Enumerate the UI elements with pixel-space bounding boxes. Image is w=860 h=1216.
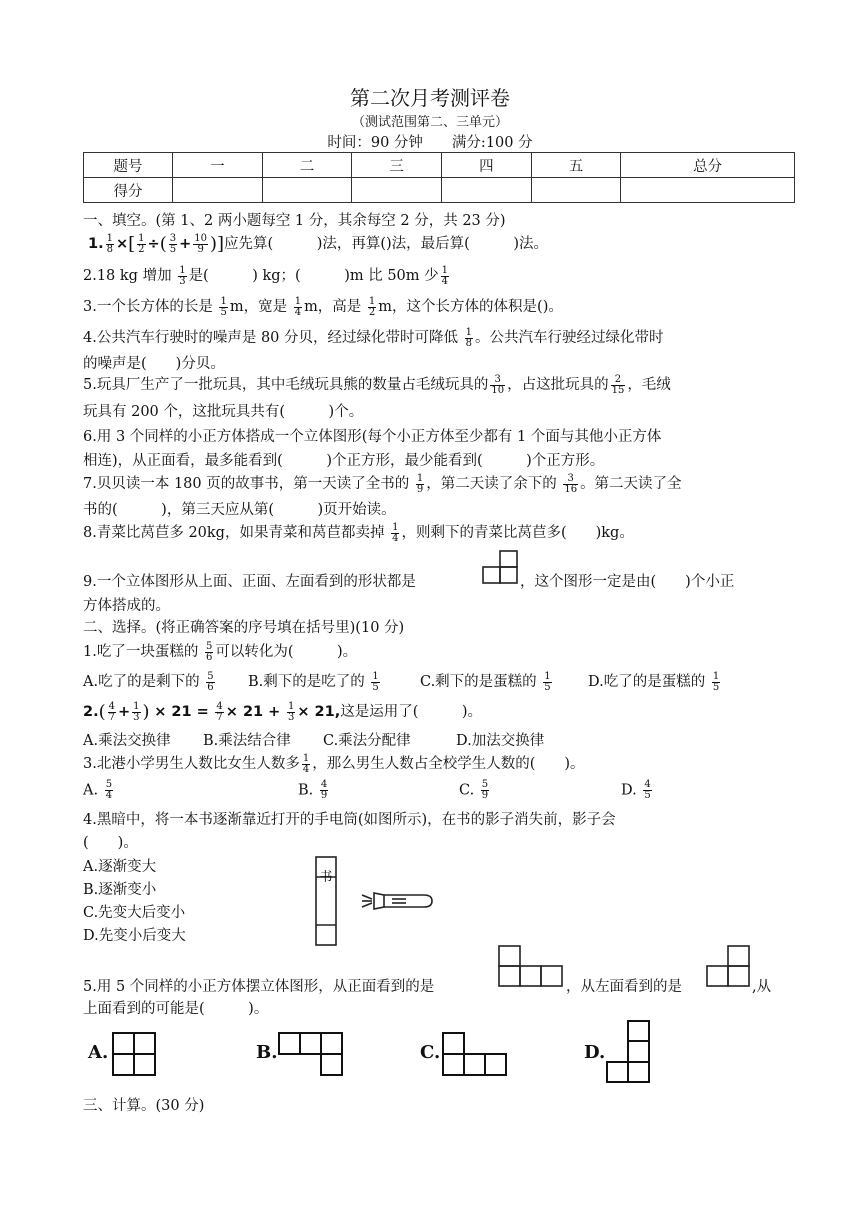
s2-q2-option-c[interactable]: C.乘法分配律 (323, 733, 411, 749)
s1-q9-line2: 方体搭成的。 (83, 598, 170, 614)
score-cell[interactable] (173, 178, 263, 203)
score-row-label: 得分 (84, 178, 173, 203)
question-number: 1. (88, 236, 104, 252)
fraction: $\frac{1}{5}$ (220, 295, 227, 318)
s2-q5-option-c-label[interactable]: C. (420, 1042, 441, 1063)
s2-q1-option-a[interactable]: A.吃了的是剩下的 $\frac{5}{6}$ (83, 670, 214, 693)
left-view-figure (706, 945, 752, 987)
fraction: $\frac{5}{6}$ (207, 670, 214, 693)
score-cell[interactable] (442, 178, 532, 203)
s1-q5-line1: 5.玩具厂生产了一批玩具，其中毛绒玩具熊的数量占毛绒玩具的 $\frac{3}{10}$ ，占这批玩具的 $\frac{2}{15}$ ，毛绒 (83, 373, 671, 396)
score-table (83, 152, 795, 203)
score-header-cell: 一 (173, 153, 263, 178)
s2-q3: 3.北港小学男生人数比女生人数多 $\frac{1}{4}$ ，那么男生人数占全校学生人数的( )。 (83, 752, 585, 775)
s2-q2: 2.( $\frac{4}{7}$ + $\frac{1}{3}$ ) × 21 = $\frac{4}{7}$ × 21 + $\frac{1}{3}$ × 21,这是运用了( )。 (83, 700, 483, 723)
score-header-cell: 三 (352, 153, 442, 178)
s2-q5-option-a-figure[interactable] (112, 1032, 158, 1076)
s1-q6-line1: 6.用 3 个同样的小正方体搭成一个立体图形(每个小正方体至少都有 1 个面与其他小正方体 (83, 429, 662, 445)
s2-q5-option-d-label[interactable]: D. (584, 1042, 606, 1063)
fraction: $\frac{1}{4}$ (441, 264, 449, 287)
s2-q1-option-c[interactable]: C.剩下的是蛋糕的 $\frac{1}{5}$ (420, 670, 551, 693)
score-header-cell: 二 (262, 153, 352, 178)
s1-q9-text-b: ，这个图形一定是由( )个小正 (520, 574, 735, 590)
s2-q4-option-c[interactable]: C.先变大后变小 (83, 905, 186, 921)
fraction: $\frac{1}{3}$ (179, 264, 186, 287)
s2-q5-option-b-figure[interactable] (278, 1032, 346, 1076)
s2-q2-option-b[interactable]: B.乘法结合律 (203, 733, 291, 749)
s2-q5-text-a: 5.用 5 个同样的小正方体摆立体图形，从正面看到的是 (83, 979, 435, 995)
fraction: $\frac{10}{9}$ (194, 232, 207, 255)
fraction: $\frac{1}{5}$ (712, 670, 720, 693)
s2-q3-option-c[interactable]: C. $\frac{5}{9}$ (459, 779, 489, 801)
time-score-line: 时间：90 分钟 满分:100 分 (327, 135, 533, 151)
fraction: $\frac{4}{9}$ (320, 779, 328, 801)
score-table-header-row (84, 153, 795, 178)
s2-q5-text-b: ，从左面看到的是 (566, 979, 682, 995)
section1-heading: 一、填空。(第 1、2 两小题每空 1 分，其余每空 2 分，共 23 分) (83, 213, 506, 229)
s2-q4-option-d[interactable]: D.先变小后变大 (83, 928, 186, 944)
score-header-cell: 题号 (84, 153, 173, 178)
fraction: $\frac{2}{15}$ (611, 373, 625, 396)
s2-q5-text-c: ,从 (752, 979, 772, 995)
fraction: $\frac{1}{4}$ (302, 752, 310, 775)
s1-q7-line1: 7.贝贝读一本 180 页的故事书，第一天读了全书的 $\frac{1}{9}$ ，第二天读了余下的 $\frac{3}{16}$ 。第二天读了全 (83, 472, 682, 495)
s2-q4-line1: 4.黑暗中，将一本书逐渐靠近打开的手电筒(如图所示)，在书的影子消失前，影子会 (83, 812, 616, 828)
s2-q3-option-b[interactable]: B. $\frac{4}{9}$ (298, 779, 328, 801)
cube-view-figure-q9 (482, 550, 520, 584)
question-text: 应先算( )法，再算()法，最后算( )法。 (224, 236, 548, 252)
score-table-score-row (84, 178, 795, 203)
s2-q3-option-d[interactable]: D. $\frac{4}{5}$ (621, 779, 651, 801)
s2-q3-option-a[interactable]: A. $\frac{5}{4}$ (83, 779, 113, 801)
fraction: $\frac{1}{2}$ (138, 232, 145, 255)
s2-q4-option-b[interactable]: B.逐渐变小 (83, 882, 157, 898)
fraction: $\frac{1}{5}$ (372, 670, 379, 693)
fraction: $\frac{1}{9}$ (416, 472, 424, 495)
s2-q5-option-b-label[interactable]: B. (256, 1042, 278, 1063)
front-view-figure (498, 945, 564, 987)
fraction: $\frac{1}{3}$ (287, 700, 295, 723)
page-title: 第二次月考测评卷 (350, 86, 510, 110)
section2-heading: 二、选择。(将正确答案的序号填在括号里)(10 分) (83, 620, 405, 636)
s1-q9-text-a: 9.一个立体图形从上面、正面、左面看到的形状都是 (83, 574, 416, 590)
score-header-cell: 总分 (621, 153, 795, 178)
s2-q1: 1.吃了一块蛋糕的 $\frac{5}{6}$ 可以转化为( )。 (83, 640, 358, 663)
s1-q5-line2: 玩具有 200 个，这批玩具共有( )个。 (83, 404, 364, 420)
fraction: $\frac{5}{6}$ (205, 640, 213, 663)
score-cell[interactable] (352, 178, 442, 203)
fraction: $\frac{4}{5}$ (644, 779, 651, 801)
page-subtitle: （测试范围第二、三单元） (351, 115, 508, 130)
s2-q4-line2: ( )。 (83, 835, 138, 851)
s2-q1-option-b[interactable]: B.剩下的是吃了的 $\frac{1}{5}$ (248, 670, 379, 693)
s1-q6-line2: 相连)，从正面看，最多能看到( )个正方形，最少能看到( )个正方形。 (83, 453, 605, 469)
s2-q5-option-a-label[interactable]: A. (88, 1042, 109, 1063)
fraction: $\frac{1}{8}$ (465, 326, 472, 349)
fraction: $\frac{5}{4}$ (105, 779, 113, 801)
section3-heading: 三、计算。(30 分) (83, 1098, 205, 1114)
score-cell[interactable] (531, 178, 621, 203)
score-header-cell: 四 (442, 153, 532, 178)
score-header-cell: 五 (531, 153, 621, 178)
s1-q7-line2: 书的( )，第三天应从第( )页开始读。 (83, 502, 396, 518)
s1-q2: 2.18 kg 增加 $\frac{1}{3}$ 是( ) kg；( )m 比 50m 少 $\frac{1}{4}$ (83, 264, 449, 287)
s1-q1: 1. $\frac{1}{8}$ ×[ $\frac{1}{2}$ ÷( $\frac{3}{5}$ + $\frac{10}{9}$ )]应先算( )法，再算()法，最后算( )法。 (88, 232, 548, 255)
s1-q4-line1: 4.公共汽车行驶时的噪声是 80 分贝，经过绿化带时可降低 $\frac{1}{8}$ 。公共汽车行驶经过绿化带时 (83, 326, 664, 349)
fraction: $\frac{3}{5}$ (169, 232, 177, 255)
fraction: $\frac{3}{16}$ (564, 472, 578, 495)
fraction: $\frac{4}{7}$ (108, 700, 116, 723)
fraction: $\frac{4}{7}$ (216, 700, 223, 723)
fraction: $\frac{1}{4}$ (294, 295, 302, 318)
s2-q5-line2: 上面看到的可能是( )。 (83, 1001, 269, 1017)
s2-q2-option-d[interactable]: D.加法交换律 (456, 733, 545, 749)
fraction: $\frac{1}{5}$ (544, 670, 551, 693)
score-cell[interactable] (262, 178, 352, 203)
s2-q2-option-a[interactable]: A.乘法交换律 (83, 733, 171, 749)
s2-q1-option-d[interactable]: D.吃了的是蛋糕的 $\frac{1}{5}$ (588, 670, 720, 693)
fraction: $\frac{1}{2}$ (368, 295, 376, 318)
s2-q4-option-a[interactable]: A.逐渐变大 (83, 859, 157, 875)
book-label: 书 (319, 870, 333, 885)
fraction: $\frac{1}{4}$ (392, 521, 399, 544)
fraction: $\frac{1}{3}$ (133, 700, 140, 723)
s2-q5-option-d-figure[interactable] (606, 1020, 652, 1084)
fraction: $\frac{3}{10}$ (491, 373, 505, 396)
s1-q3: 3.一个长方体的长是 $\frac{1}{5}$ m，宽是 $\frac{1}{4}$ m，高是 $\frac{1}{2}$ m，这个长方体的体积是()。 (83, 295, 563, 318)
fraction: $\frac{5}{9}$ (481, 779, 489, 801)
fraction: $\frac{1}{8}$ (106, 232, 113, 255)
score-cell[interactable] (621, 178, 795, 203)
flashlight-icon (362, 893, 432, 909)
s1-q4-line2: 的噪声是( )分贝。 (83, 356, 225, 372)
s1-q8: 8.青菜比莴苣多 20kg，如果青菜和莴苣都卖掉 $\frac{1}{4}$ ，则剩下的青菜比莴苣多( )kg。 (83, 521, 634, 544)
s2-q5-option-c-figure[interactable] (442, 1032, 510, 1076)
